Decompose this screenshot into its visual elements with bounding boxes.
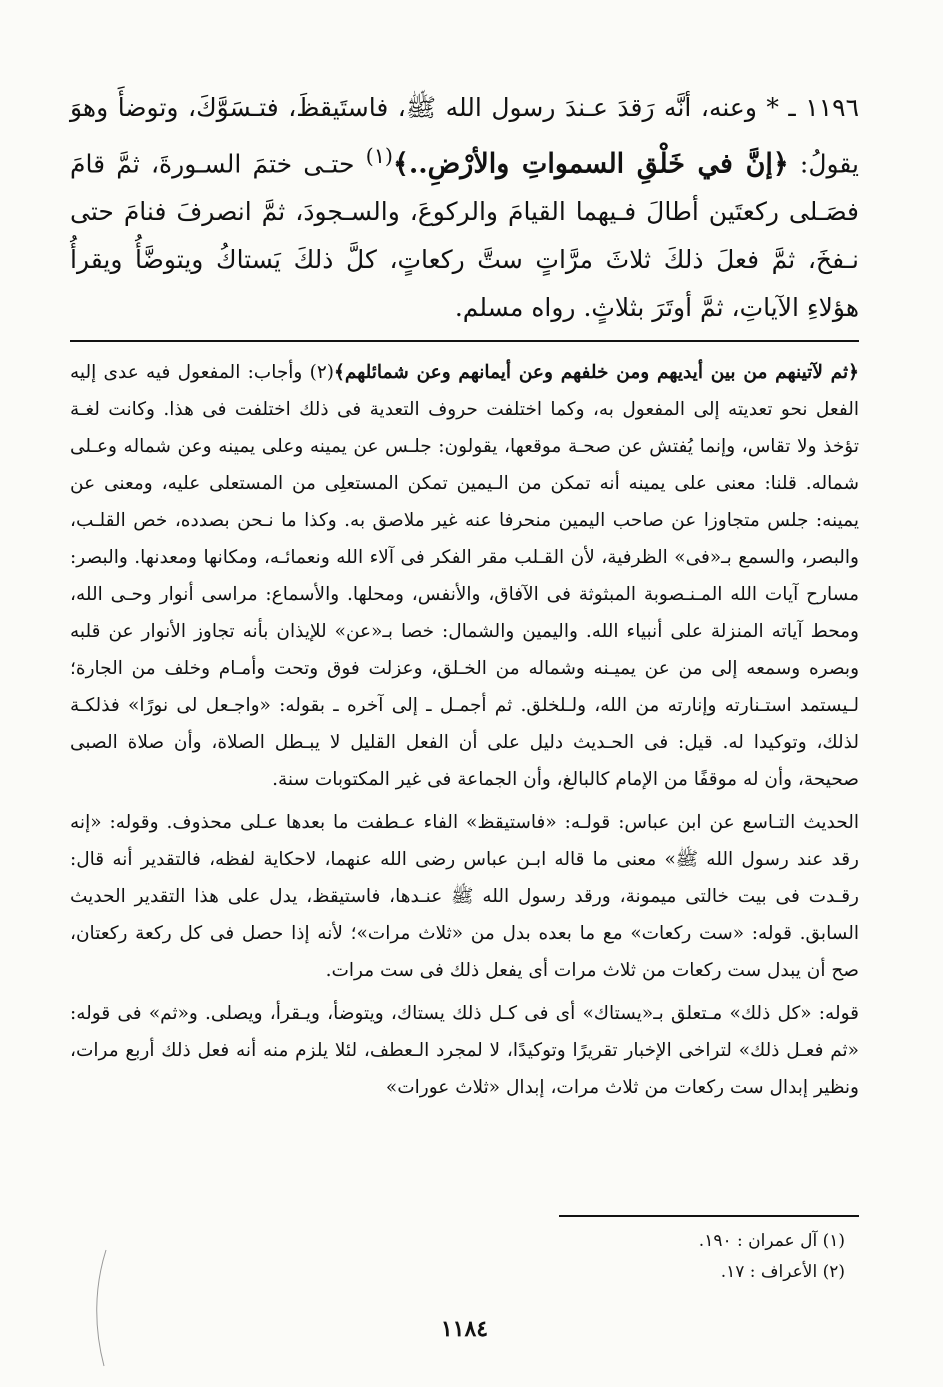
footnote-ref-2[interactable]: (٢) (309, 362, 334, 383)
commentary-paragraph-2: الحديث التـاسع عن ابن عباس: قولـه: «فاستيقظ» الفاء عـطفت ما بعدها عـلى محذوف. وقوله: «إنه رقد عند رسول الله ﷺ» معنى ما قاله ابـن عباس رضى الله عنهما، لاحكاية لفظه، فالتقدير أنه قال: رقـدت فى بيت خالتى ميمونة، ورقد رسول الله ﷺ عنـدها، فاستيقظ، يدل على هذا التقدير الحديث السابق. قوله: «ست ركعات» مع ما بعده بدل من «ثلاث مرات»؛ لأنه إذا حصل فى كل ركعة ركعتان، صح أن يبدل ست ركعات من ثلاث مرات أى يفعل ذلك فى ست مرات. (70, 812, 859, 981)
commentary-paragraph-3: قوله: «كل ذلك» مـتعلق بـ«يستاك» أى فى كـل ذلك يستاك، ويتوضأ، ويـقرأ، ويصلى. و«ثم» فى قوله: «ثم فعـل ذلك» لتراخى الإخبار تقريرًا وتوكيدًا، لا لمجرد الـعطف، لئلا يلزم منه أنه فعل ذلك أربع مرات، ونظير إبدال ست ركعات من ثلاث مرات، إبدال «ثلاث عورات» (70, 1003, 859, 1098)
hadith-intro: ١١٩٦ ـ * وعنه، أنَّه رَقدَ عـندَ رسول الله ﷺ، فاستَيقظَ، فتـسَوَّكَ، وتوضأَ وهوَ يقولُ: (70, 93, 859, 179)
footnotes (699, 1226, 845, 1288)
commentary (70, 354, 859, 1112)
page-number: ١١٨٤ (440, 1316, 489, 1342)
footnote-divider (559, 1215, 859, 1217)
hadith-text (70, 84, 859, 332)
commentary-paragraph-1: ﴿ثم لآتينهم من بين أيديهم ومن خلفهم وعن أيمانهم وعن شمائلهم﴾(٢) وأجاب: المفعول فيه عدى إليه الفعل نحو تعديته إلى المفعول به، وكما اختلفت حروف التعدية فى ذلك اختلفت فى هذا. وكانت لغـة تؤخذ ولا تقاس، وإنما يُفتش عن صحـة موقعها، يقولون: جلـس عن يمينه وعلى يمينه وعن شماله وعـلى شماله. قلنا: معنى على يمينه أنه تمكن من الـيمين تمكن المستعلِى من المستعلى عليه، ومعنى عن يمينه: جلس متجاوزا عن صاحب اليمين منحرفا عنه غير ملاصق به. وكذا ما نـحن بصدده، خص القلـب، والبصر، والسمع بـ«فى» الظرفية، لأن القـلب مقر الفكر فى آلاء الله ونعمائـه، ومكانها ومعدنها. والبصر: مسارح آيات الله المـنـصوبة المبثوثة فى الآفاق، والأنفس، ومحلها. والأسماع: مراسى أنوار وحـى الله، ومحط آياته المنزلة على أنبياء الله. واليمين والشمال: خصا بـ«عن» للإيذان بأنه تجاوز الأنوار عن قلبه وبصره وسمعه إلى من عن يميـنه وشماله من الخـلق، وعزلت فوق وتحت وأمـام وخلف من الجارة؛ لـيستمد استـنارته وإنارته من الله، ولـلخلق. ثم أجمـل ـ إلى آخره ـ بقوله: «واجـعل لى نورًا» فذلكـة لذلك، وتوكيدا له. قيل: فى الحـديث دليل على أن الفعل القليل لا يبـطل الصلاة، وأن صلاة الصبى صحيحة، وأن له موقفًا من الإمام كالبالغ، وأن الجماعة فى غير المكتوبات سنة. (70, 362, 859, 790)
footnote-1: (١) آل عمران : ١٩٠. (698, 1231, 845, 1251)
book-page (70, 0, 859, 1387)
page-edge-curve (86, 1248, 116, 1368)
commentary-verse: ﴿ثم لآتينهم من بين أيديهم ومن خلفهم وعن أيمانهم وعن شمائلهم﴾ (333, 362, 859, 383)
footnote-ref-1[interactable]: (١) (365, 144, 394, 168)
footnote-2: (٢) الأعراف : ١٧. (720, 1262, 845, 1282)
hadith-body: حتـى ختمَ السـورةَ، ثمَّ قامَ فصَـلى ركعتَين أطالَ فـيهما القيامَ والركوعَ، والسـجودَ، ثمَّ انصرفَ فنامَ حتى نـفخَ، ثمَّ فعلَ ذلكَ ثلاثَ مرَّاتٍ ستَّ ركعاتٍ، كلَّ ذلكَ يَستاكُ ويتوضَّأُ ويقرأُ هؤلاءِ الآياتِ، ثمَّ أوتَرَ بثلاثٍ. رواه مسلم. (70, 149, 859, 323)
quran-verse: ﴿إنَّ في خَلْقِ السمواتِ والأرْضِ..﴾ (393, 148, 789, 180)
main-divider (70, 340, 859, 342)
